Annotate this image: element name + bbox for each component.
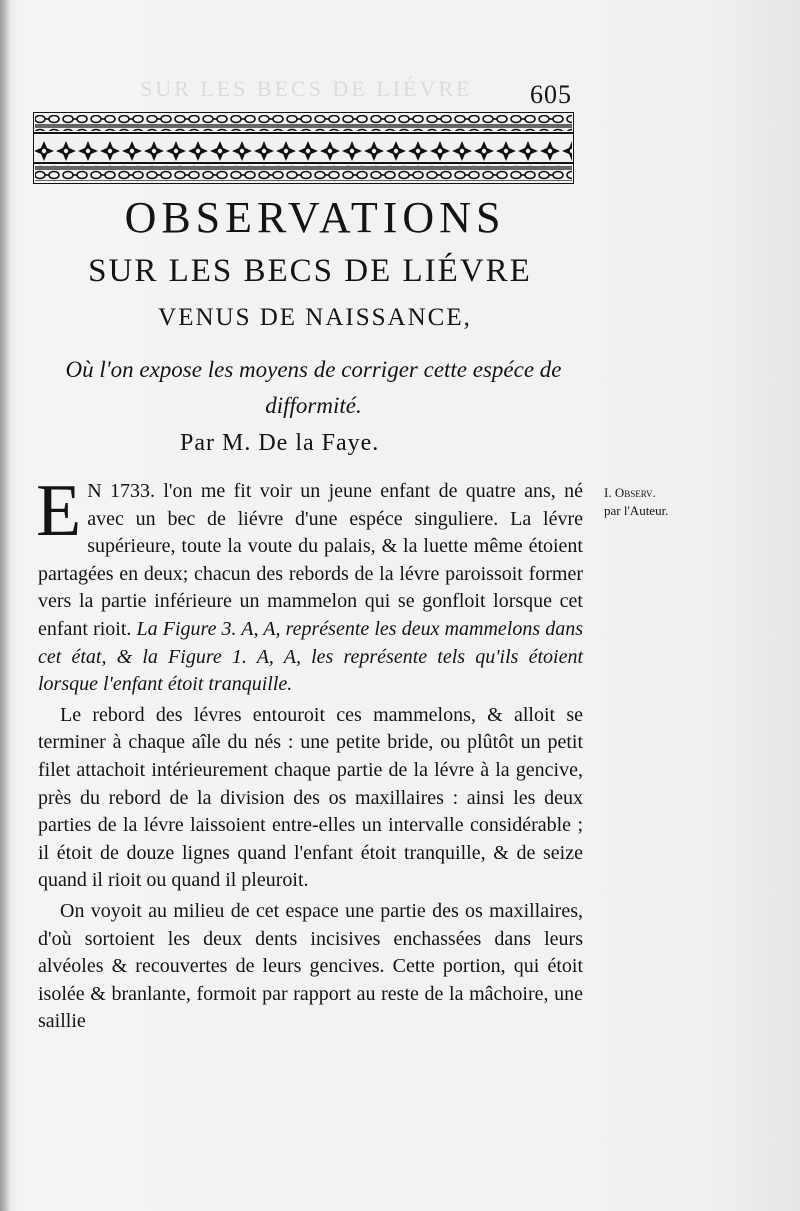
paragraph-3: On voyoit au milieu de cet espace une partie des os maxillaires, d'où sortoient les deux dents incisives enchassées dans leurs alvéoles & recouvertes de leurs gencives. Cette portion, qui étoit isolée & branlante, formoit par rapport au reste de la mâchoire, une saillie [38, 899, 583, 1033]
title-line-1: OBSERVATIONS [124, 193, 506, 242]
title-line-2: SUR LES BECS DE LIÉVRE [88, 253, 532, 289]
margin-note [604, 484, 724, 520]
margin-note-line-1: I. Observ. [604, 485, 656, 500]
author-line: Par M. De la Faye. [180, 430, 380, 456]
figure-reference: La Figure 3. A, A, représente les deux mammelons dans cet état, & la Figure 1. A, A, les représente tels qu'ils étoient lorsque l'enfant étoit tranquille. [38, 617, 584, 696]
decorative-headpiece [33, 112, 574, 184]
paragraph-1-text: N 1733. l'on me fit voir un jeune enfant de quatre ans, né avec un bec de liévre d'une espéce singuliere. La lévre supérieure, toute la voute du palais, & la luette même étoient partagées en deux; chacun des rebords de la lévre paroissoit former vers la partie inférieure un mammelon qui se gonfloit lorsque cet enfant rioit. [38, 480, 583, 640]
margin-note-line-2: par l'Auteur. [604, 503, 669, 518]
gutter-shadow [0, 0, 10, 1211]
body-text [36, 470, 584, 1036]
paragraph-1 [36, 470, 584, 699]
page-number: 605 [530, 80, 572, 109]
paragraph-2: Le rebord des lévres entouroit ces mammelons, & alloit se terminer à chaque aîle du nés : une petite bride, ou plûtôt un petit filet attachoit intérieurement chaque partie de la lévre à la gencive, près du rebord de la division des os maxillaires : ainsi les deux parties de la lévre laissoient entre-elles un intervalle considérable ; il étoit de douze lignes quand l'enfant étoit tranquille, & de seize quand il rioit ou quand il pleuroit. [38, 703, 583, 892]
show-through-running-head: SUR LES BECS DE LIÉVRE [140, 76, 473, 101]
subtitle: Où l'on expose les moyens de corriger cette espéce de difformité. [65, 357, 562, 418]
drop-cap: E [36, 470, 82, 552]
title-line-3: VENUS DE NAISSANCE, [158, 304, 472, 331]
